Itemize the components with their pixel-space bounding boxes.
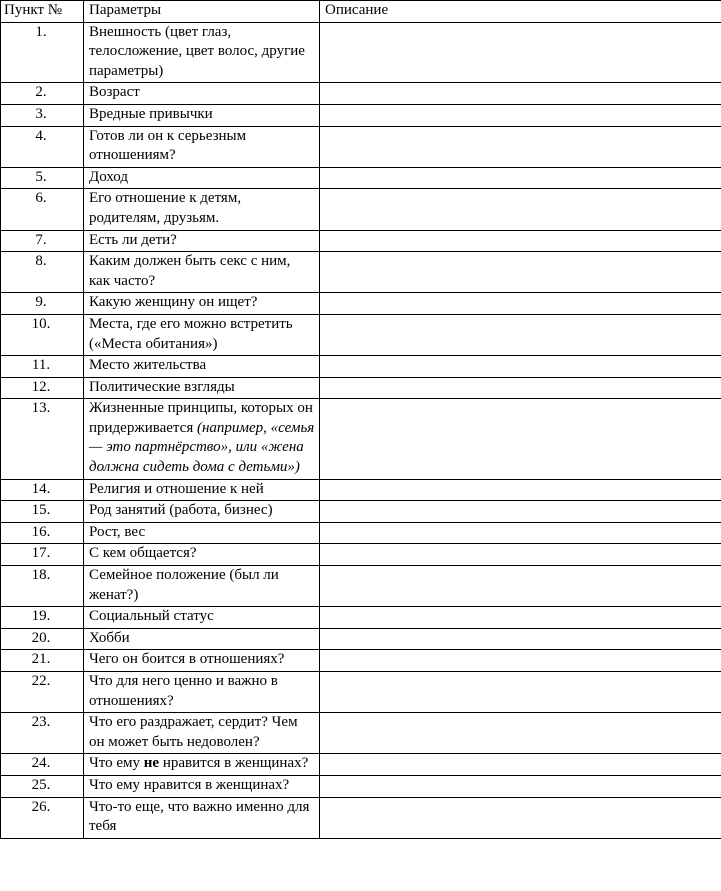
row-description[interactable] bbox=[320, 399, 721, 479]
row-description[interactable] bbox=[320, 775, 721, 797]
row-number: 4. bbox=[1, 126, 84, 167]
row-number: 12. bbox=[1, 377, 84, 399]
row-description[interactable] bbox=[320, 189, 721, 230]
table-row bbox=[1, 544, 721, 566]
table-row bbox=[1, 672, 721, 713]
row-number: 26. bbox=[1, 797, 84, 838]
table-row bbox=[1, 252, 721, 293]
row-number: 17. bbox=[1, 544, 84, 566]
row-description[interactable] bbox=[320, 356, 721, 378]
row-parameter bbox=[84, 754, 320, 776]
row-description[interactable] bbox=[320, 607, 721, 629]
table-row bbox=[1, 501, 721, 523]
row-parameter bbox=[84, 399, 320, 479]
table-row bbox=[1, 356, 721, 378]
row-number: 20. bbox=[1, 628, 84, 650]
row-parameter: Что ему нравится в женщинах? bbox=[84, 775, 320, 797]
row-number: 6. bbox=[1, 189, 84, 230]
row-parameter: Что для него ценно и важно в отношениях? bbox=[84, 672, 320, 713]
table-row bbox=[1, 650, 721, 672]
row-description[interactable] bbox=[320, 628, 721, 650]
row-parameter: Место жительства bbox=[84, 356, 320, 378]
table-row bbox=[1, 230, 721, 252]
row-parameter: Какую женщину он ищет? bbox=[84, 293, 320, 315]
row-number: 10. bbox=[1, 314, 84, 355]
row-description[interactable] bbox=[320, 83, 721, 105]
table-row bbox=[1, 83, 721, 105]
row-number: 25. bbox=[1, 775, 84, 797]
table-row bbox=[1, 126, 721, 167]
row-number: 11. bbox=[1, 356, 84, 378]
row-number: 14. bbox=[1, 479, 84, 501]
table-row bbox=[1, 754, 721, 776]
header-number: Пункт № bbox=[1, 1, 84, 23]
row-description[interactable] bbox=[320, 22, 721, 83]
row-parameter: Что его раздражает, сердит? Чем он может быть недоволен? bbox=[84, 713, 320, 754]
row-description[interactable] bbox=[320, 104, 721, 126]
row-number: 13. bbox=[1, 399, 84, 479]
table-header-row bbox=[1, 1, 721, 23]
row-number: 22. bbox=[1, 672, 84, 713]
row-parameter: Социальный статус bbox=[84, 607, 320, 629]
row-parameter: Что-то еще, что важно именно для тебя bbox=[84, 797, 320, 838]
row-parameter: Хобби bbox=[84, 628, 320, 650]
row-description[interactable] bbox=[320, 479, 721, 501]
row-parameter: Рост, вес bbox=[84, 522, 320, 544]
row-number: 3. bbox=[1, 104, 84, 126]
row-description[interactable] bbox=[320, 293, 721, 315]
row-number: 1. bbox=[1, 22, 84, 83]
row-number: 2. bbox=[1, 83, 84, 105]
row-description[interactable] bbox=[320, 672, 721, 713]
row-description[interactable] bbox=[320, 167, 721, 189]
row-parameter: С кем общается? bbox=[84, 544, 320, 566]
row-description[interactable] bbox=[320, 377, 721, 399]
row-parameter: Чего он боится в отношениях? bbox=[84, 650, 320, 672]
table-row bbox=[1, 775, 721, 797]
row-parameter: Готов ли он к серьезным отношениям? bbox=[84, 126, 320, 167]
row-parameter-example: (например, «семья — это партнёрство», или «жена должна сидеть дома с детьми») bbox=[89, 419, 315, 476]
row-parameter: Религия и отношение к ней bbox=[84, 479, 320, 501]
row-description[interactable] bbox=[320, 566, 721, 607]
table-row bbox=[1, 607, 721, 629]
table-row bbox=[1, 399, 721, 479]
row-number: 7. bbox=[1, 230, 84, 252]
row-parameter: Возраст bbox=[84, 83, 320, 105]
table-row bbox=[1, 479, 721, 501]
table-row bbox=[1, 377, 721, 399]
row-parameter-emphasis: не bbox=[143, 755, 160, 772]
table-row bbox=[1, 167, 721, 189]
row-parameter: Семейное положение (был ли женат?) bbox=[84, 566, 320, 607]
row-parameter-text: Жизненные принципы, которых он придерживается bbox=[89, 400, 313, 436]
row-parameter: Каким должен быть секс с ним, как часто? bbox=[84, 252, 320, 293]
row-description[interactable] bbox=[320, 230, 721, 252]
row-parameter: Его отношение к детям, родителям, друзьям. bbox=[84, 189, 320, 230]
row-description[interactable] bbox=[320, 126, 721, 167]
row-description[interactable] bbox=[320, 544, 721, 566]
table-row bbox=[1, 314, 721, 355]
row-parameter: Есть ли дети? bbox=[84, 230, 320, 252]
row-description[interactable] bbox=[320, 522, 721, 544]
header-description: Описание bbox=[320, 1, 721, 23]
table-row bbox=[1, 189, 721, 230]
row-parameter-text: Что ему bbox=[89, 755, 144, 772]
row-description[interactable] bbox=[320, 314, 721, 355]
row-parameter: Политические взгляды bbox=[84, 377, 320, 399]
row-description[interactable] bbox=[320, 650, 721, 672]
row-number: 19. bbox=[1, 607, 84, 629]
row-description[interactable] bbox=[320, 797, 721, 838]
table-row bbox=[1, 713, 721, 754]
row-parameter-text: нравится в женщинах? bbox=[159, 755, 309, 772]
row-parameter: Внешность (цвет глаз, телосложение, цвет волос, другие параметры) bbox=[84, 22, 320, 83]
row-description[interactable] bbox=[320, 252, 721, 293]
header-parameters: Параметры bbox=[84, 1, 320, 23]
row-number: 23. bbox=[1, 713, 84, 754]
row-description[interactable] bbox=[320, 754, 721, 776]
row-parameter: Доход bbox=[84, 167, 320, 189]
row-description[interactable] bbox=[320, 713, 721, 754]
row-number: 16. bbox=[1, 522, 84, 544]
table-row bbox=[1, 22, 721, 83]
table-row bbox=[1, 628, 721, 650]
row-number: 18. bbox=[1, 566, 84, 607]
row-number: 21. bbox=[1, 650, 84, 672]
table-row bbox=[1, 104, 721, 126]
row-description[interactable] bbox=[320, 501, 721, 523]
row-parameter: Места, где его можно встретить («Места обитания») bbox=[84, 314, 320, 355]
row-number: 5. bbox=[1, 167, 84, 189]
row-parameter: Вредные привычки bbox=[84, 104, 320, 126]
row-number: 8. bbox=[1, 252, 84, 293]
table-row bbox=[1, 293, 721, 315]
row-parameter: Род занятий (работа, бизнес) bbox=[84, 501, 320, 523]
row-number: 15. bbox=[1, 501, 84, 523]
table-row bbox=[1, 522, 721, 544]
row-number: 24. bbox=[1, 754, 84, 776]
table-row bbox=[1, 797, 721, 838]
row-number: 9. bbox=[1, 293, 84, 315]
table-row bbox=[1, 566, 721, 607]
